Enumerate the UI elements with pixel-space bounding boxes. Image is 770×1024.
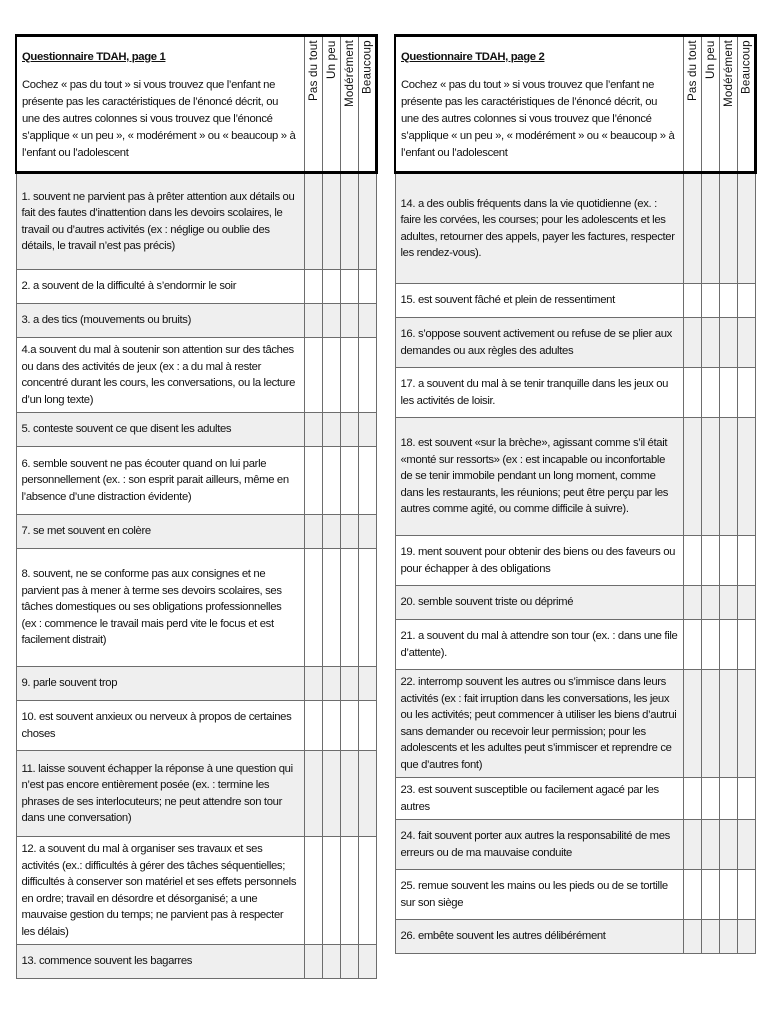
question-text: 15. est souvent fâché et plein de ressentiment [395,284,683,318]
answer-checkbox-cell[interactable] [719,586,737,620]
answer-checkbox-cell[interactable] [737,820,755,870]
answer-checkbox-cell[interactable] [340,447,358,515]
question-text: 10. est souvent anxieux ou nerveux à propos de certaines choses [16,701,304,751]
answer-checkbox-cell[interactable] [304,413,322,447]
question-row [395,870,755,920]
answer-checkbox-cell[interactable] [701,536,719,586]
answer-checkbox-cell[interactable] [683,173,701,284]
answer-checkbox-cell[interactable] [737,870,755,920]
answer-checkbox-cell[interactable] [701,820,719,870]
answer-checkbox-cell[interactable] [358,413,376,447]
column-label: Modérément [342,40,356,108]
answer-checkbox-cell[interactable] [304,304,322,338]
answer-checkbox-cell[interactable] [701,670,719,778]
question-text: 20. semble souvent triste ou déprimé [395,586,683,620]
question-text: 14. a des oublis fréquents dans la vie quotidienne (ex. : faire les corvées, les courses; pour les adolescents et les adultes, retourner des appels, payer les factures, respecter les rendez-vous). [395,173,683,284]
question-row [395,536,755,586]
answer-checkbox-cell[interactable] [340,549,358,667]
answer-checkbox-cell[interactable] [719,920,737,954]
question-row [16,413,376,447]
answer-checkbox-cell[interactable] [322,945,340,979]
answer-checkbox-cell[interactable] [719,670,737,778]
answer-checkbox-cell[interactable] [358,837,376,945]
answer-checkbox-cell[interactable] [683,318,701,368]
question-row [395,586,755,620]
answer-checkbox-cell[interactable] [683,870,701,920]
answer-checkbox-cell[interactable] [322,447,340,515]
answer-checkbox-cell[interactable] [304,667,322,701]
answer-checkbox-cell[interactable] [683,920,701,954]
answer-checkbox-cell[interactable] [358,667,376,701]
answer-checkbox-cell[interactable] [719,284,737,318]
answer-checkbox-cell[interactable] [358,447,376,515]
answer-checkbox-cell[interactable] [683,778,701,820]
answer-checkbox-cell[interactable] [683,586,701,620]
answer-checkbox-cell[interactable] [322,270,340,304]
question-text: 16. s’oppose souvent activement ou refuse de se plier aux demandes ou aux règles des adultes [395,318,683,368]
answer-checkbox-cell[interactable] [719,536,737,586]
answer-checkbox-cell[interactable] [701,173,719,284]
question-text: 19. ment souvent pour obtenir des biens ou des faveurs ou pour échapper à des obligations [395,536,683,586]
question-text: 3. a des tics (mouvements ou bruits) [16,304,304,338]
answer-checkbox-cell[interactable] [358,751,376,837]
column-header [719,36,737,173]
answer-checkbox-cell[interactable] [322,837,340,945]
answer-checkbox-cell[interactable] [358,338,376,413]
answer-checkbox-cell[interactable] [304,945,322,979]
answer-checkbox-cell[interactable] [322,338,340,413]
question-text: 12. a souvent du mal à organiser ses travaux et ses activités (ex.: difficultés à gérer des tâches séquentielles; difficultés à conserver son matériel et ses effets personnels en ordre; travail en désordre et désorganisé; a une mauvaise gestion du temps; ne parvient pas à respecter les délais) [16,837,304,945]
answer-checkbox-cell[interactable] [358,515,376,549]
answer-checkbox-cell[interactable] [358,173,376,270]
answer-checkbox-cell[interactable] [683,536,701,586]
answer-checkbox-cell[interactable] [683,284,701,318]
question-text: 22. interromp souvent les autres ou s’immisce dans leurs activités (ex : fait irruption dans les conversations, les jeux ou les activités; peut commencer à utiliser les biens d’autrui sans demander ou recevoir leur permission; pour les adolescents et les adultes peut s’immiscer et reprendre ce que d’autres font) [395,670,683,778]
answer-checkbox-cell[interactable] [340,338,358,413]
answer-checkbox-cell[interactable] [322,413,340,447]
answer-checkbox-cell[interactable] [737,536,755,586]
question-row [395,418,755,536]
answer-checkbox-cell[interactable] [719,318,737,368]
question-row [395,368,755,418]
column-label: Un peu [324,40,338,79]
answer-checkbox-cell[interactable] [322,667,340,701]
column-label: Un peu [703,40,717,79]
question-text: 17. a souvent du mal à se tenir tranquille dans les jeux ou les activités de loisir. [395,368,683,418]
answer-checkbox-cell[interactable] [340,304,358,338]
answer-checkbox-cell[interactable] [737,586,755,620]
column-label: Beaucoup [360,40,373,94]
column-header [683,36,701,173]
answer-checkbox-cell[interactable] [701,368,719,418]
answer-checkbox-cell[interactable] [340,751,358,837]
answer-checkbox-cell[interactable] [340,173,358,270]
column-header [340,36,358,173]
answer-checkbox-cell[interactable] [737,778,755,820]
question-row [16,173,376,270]
answer-checkbox-cell[interactable] [304,173,322,270]
questionnaire-table-1 [15,34,378,979]
questionnaire-table-2 [394,34,757,954]
answer-checkbox-cell[interactable] [304,515,322,549]
answer-checkbox-cell[interactable] [340,667,358,701]
answer-checkbox-cell[interactable] [322,515,340,549]
answer-checkbox-cell[interactable] [340,413,358,447]
column-header [737,36,755,173]
answer-checkbox-cell[interactable] [701,870,719,920]
question-row [395,173,755,284]
column-label: Modérément [721,40,735,108]
question-text: 21. a souvent du mal à attendre son tour (ex. : dans une file d’attente). [395,620,683,670]
questionnaire-page-1 [15,34,375,979]
question-text: 6. semble souvent ne pas écouter quand on lui parle personnellement (ex. : son esprit parait ailleurs, même en l’absence d’une distraction évidente) [16,447,304,515]
answer-checkbox-cell[interactable] [737,173,755,284]
answer-checkbox-cell[interactable] [737,368,755,418]
answer-checkbox-cell[interactable] [683,418,701,536]
answer-checkbox-cell[interactable] [322,549,340,667]
answer-checkbox-cell[interactable] [683,368,701,418]
instructions: Cochez « pas du tout » si vous trouvez que l’enfant ne présente pas les caractéristiques de l’énoncé décrit, ou une des autres colonnes si vous trouvez que l’énoncé s’applique « un peu », « modérément » ou « beaucoup » à l’enfant ou l’adolescent [401,78,675,159]
answer-checkbox-cell[interactable] [683,620,701,670]
answer-checkbox-cell[interactable] [322,751,340,837]
answer-checkbox-cell[interactable] [340,515,358,549]
answer-checkbox-cell[interactable] [340,701,358,751]
answer-checkbox-cell[interactable] [322,173,340,270]
question-row [16,304,376,338]
answer-checkbox-cell[interactable] [358,270,376,304]
column-header [322,36,340,173]
question-text: 9. parle souvent trop [16,667,304,701]
answer-checkbox-cell[interactable] [737,284,755,318]
column-header [701,36,719,173]
answer-checkbox-cell[interactable] [322,701,340,751]
table-header [16,36,376,173]
question-row [16,515,376,549]
question-text: 4.a souvent du mal à soutenir son attention sur des tâches ou dans des activités de jeux (ex : a du mal à rester concentré durant les cours, les conversations, ou la lecture d’un long texte) [16,338,304,413]
answer-checkbox-cell[interactable] [304,751,322,837]
question-text: 7. se met souvent en colère [16,515,304,549]
header-cell [16,36,304,173]
answer-checkbox-cell[interactable] [719,870,737,920]
answer-checkbox-cell[interactable] [340,837,358,945]
column-header [358,36,376,173]
answer-checkbox-cell[interactable] [719,418,737,536]
question-row [395,670,755,778]
question-row [16,701,376,751]
answer-checkbox-cell[interactable] [683,670,701,778]
question-row [395,620,755,670]
column-header [304,36,322,173]
answer-checkbox-cell[interactable] [340,270,358,304]
question-row [395,820,755,870]
column-label: Pas du tout [306,40,320,101]
question-row [16,549,376,667]
questionnaire-page-2 [394,34,754,954]
answer-checkbox-cell[interactable] [358,549,376,667]
question-text: 11. laisse souvent échapper la réponse à une question qui n’est pas encore entièrement posée (ex. : termine les phrases de ses interlocuteurs; ne peut attendre son tour dans une conversation) [16,751,304,837]
answer-checkbox-cell[interactable] [304,338,322,413]
question-row [16,338,376,413]
question-row [395,318,755,368]
question-text: 25. remue souvent les mains ou les pieds ou de se tortille sur son siège [395,870,683,920]
answer-checkbox-cell[interactable] [304,447,322,515]
answer-checkbox-cell[interactable] [340,945,358,979]
question-text: 24. fait souvent porter aux autres la responsabilité de mes erreurs ou de ma mauvaise conduite [395,820,683,870]
answer-checkbox-cell[interactable] [737,418,755,536]
question-text: 8. souvent, ne se conforme pas aux consignes et ne parvient pas à mener à terme ses devoirs scolaires, ses tâches domestiques ou ses obligations professionnelles (ex : commence le travail mais perd vite le focus et est facilement distrait) [16,549,304,667]
answer-checkbox-cell[interactable] [737,620,755,670]
answer-checkbox-cell[interactable] [304,837,322,945]
question-row [16,447,376,515]
answer-checkbox-cell[interactable] [719,368,737,418]
answer-checkbox-cell[interactable] [701,284,719,318]
question-text: 13. commence souvent les bagarres [16,945,304,979]
answer-checkbox-cell[interactable] [701,418,719,536]
question-row [16,667,376,701]
answer-checkbox-cell[interactable] [719,620,737,670]
answer-checkbox-cell[interactable] [701,620,719,670]
question-text: 23. est souvent susceptible ou facilement agacé par les autres [395,778,683,820]
answer-checkbox-cell[interactable] [719,778,737,820]
question-row [16,945,376,979]
answer-checkbox-cell[interactable] [358,945,376,979]
question-text: 5. conteste souvent ce que disent les adultes [16,413,304,447]
page-title: Questionnaire TDAH, page 2 [401,50,545,63]
question-row [395,920,755,954]
question-row [395,778,755,820]
answer-checkbox-cell[interactable] [719,820,737,870]
answer-checkbox-cell[interactable] [719,173,737,284]
table-header [395,36,755,173]
question-text: 1. souvent ne parvient pas à prêter attention aux détails ou fait des fautes d’inattention dans les devoirs scolaires, le travail ou d’autres activités (ex : néglige ou oublie des détails, le travail n’est pas précis) [16,173,304,270]
column-label: Beaucoup [739,40,752,94]
answer-checkbox-cell[interactable] [701,778,719,820]
instructions: Cochez « pas du tout » si vous trouvez que l’enfant ne présente pas les caractéristiques de l’énoncé décrit, ou une des autres colonnes si vous trouvez que l’énoncé s’applique « un peu », « modérément » ou « beaucoup » à l’enfant ou l’adolescent [22,78,296,159]
answer-checkbox-cell[interactable] [737,670,755,778]
answer-checkbox-cell[interactable] [701,586,719,620]
answer-checkbox-cell[interactable] [358,304,376,338]
question-text: 2. a souvent de la difficulté à s’endormir le soir [16,270,304,304]
page-title: Questionnaire TDAH, page 1 [22,50,166,63]
question-text: 26. embête souvent les autres délibérément [395,920,683,954]
column-label: Pas du tout [685,40,699,101]
answer-checkbox-cell[interactable] [701,920,719,954]
question-row [395,284,755,318]
question-row [16,837,376,945]
answer-checkbox-cell[interactable] [358,701,376,751]
answer-checkbox-cell[interactable] [737,318,755,368]
question-row [16,270,376,304]
answer-checkbox-cell[interactable] [304,549,322,667]
answer-checkbox-cell[interactable] [322,304,340,338]
header-cell [395,36,683,173]
answer-checkbox-cell[interactable] [701,318,719,368]
answer-checkbox-cell[interactable] [683,820,701,870]
question-text: 18. est souvent «sur la brèche», agissant comme s’il était «monté sur ressorts» (ex : est incapable ou inconfortable de se tenir immobile pendant un long moment, comme dans les restaurants, les réunions; peut être perçu par les autres comme agité, ou comme difficile à suivre). [395,418,683,536]
answer-checkbox-cell[interactable] [304,701,322,751]
answer-checkbox-cell[interactable] [304,270,322,304]
question-row [16,751,376,837]
answer-checkbox-cell[interactable] [737,920,755,954]
